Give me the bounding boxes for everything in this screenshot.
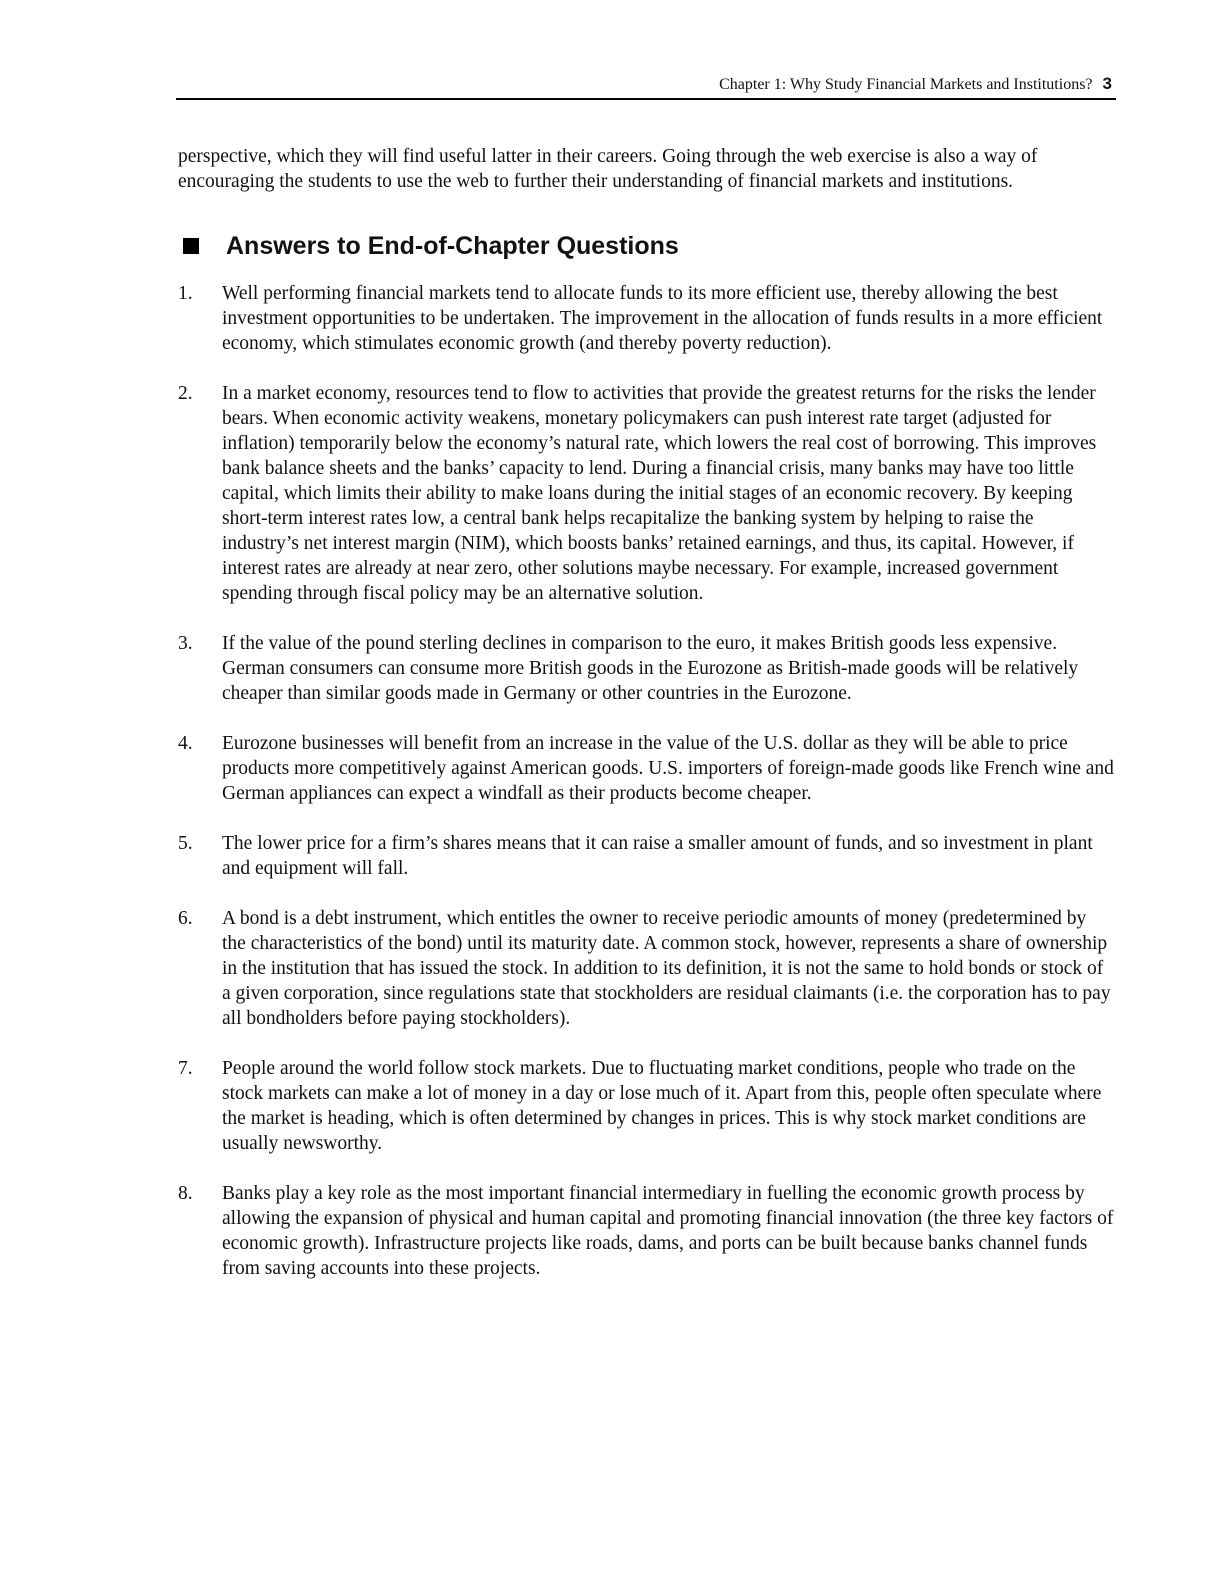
answer-text: The lower price for a firm’s shares means that it can raise a smaller amount of funds, and so investment in plant and equipment will fall.	[222, 833, 1093, 879]
answer-number: 5.	[178, 833, 193, 854]
answer-item	[178, 831, 1114, 881]
answer-text: Banks play a key role as the most important financial intermediary in fuelling the economic growth process by allowing the expansion of physical and human capital and promoting financial innovation (the three key factors of economic growth). Infrastructure projects like roads, dams, and ports can be built because banks channel funds from saving accounts into these projects.	[222, 1183, 1114, 1279]
answer-item	[178, 381, 1114, 606]
page-number: 3	[1102, 74, 1112, 93]
answer-number: 7.	[178, 1058, 193, 1079]
answer-text: People around the world follow stock markets. Due to fluctuating market conditions, people who trade on the stock markets can make a lot of money in a day or lose much of it. Apart from this, people often speculate where the market is heading, which is often determined by changes in prices. This is why stock market conditions are usually newsworthy.	[222, 1058, 1102, 1154]
answer-text: If the value of the pound sterling declines in comparison to the euro, it makes British goods less expensive. German consumers can consume more British goods in the Eurozone as British-made goods will be relatively cheaper than similar goods made in Germany or other countries in the Eurozone.	[222, 633, 1079, 704]
answer-number: 3.	[178, 633, 193, 654]
intro-paragraph: perspective, which they will find useful latter in their careers. Going through the web exercise is also a way of encouraging the students to use the web to further their understanding of financial markets and institutions.	[178, 146, 1038, 192]
answer-text: Eurozone businesses will benefit from an increase in the value of the U.S. dollar as they will be able to price products more competitively against American goods. U.S. importers of foreign-made goods like French wine and German appliances can expect a windfall as their products become cheaper.	[222, 733, 1114, 804]
chapter-title: Chapter 1: Why Study Financial Markets and Institutions?	[719, 76, 1093, 93]
answer-item	[178, 906, 1114, 1031]
answer-number: 4.	[178, 733, 193, 754]
answer-item	[178, 281, 1114, 356]
running-header	[176, 70, 1116, 100]
answer-text: A bond is a debt instrument, which entitles the owner to receive periodic amounts of money (predetermined by the characteristics of the bond) until its maturity date. A common stock, however, represents a share of ownership in the institution that has issued the stock. In addition to its definition, it is not the same to hold bonds or stock of a given corporation, since regulations state that stockholders are residual claimants (i.e. the corporation has to pay all bondholders before paying stockholders).	[222, 908, 1111, 1029]
square-bullet-icon	[183, 238, 199, 254]
answer-item	[178, 631, 1114, 706]
answer-number: 6.	[178, 908, 193, 929]
answer-item	[178, 1181, 1114, 1281]
answer-item	[178, 1056, 1114, 1156]
answer-number: 1.	[178, 283, 193, 304]
answer-item	[178, 731, 1114, 806]
section-heading	[178, 226, 1114, 266]
answer-number: 2.	[178, 383, 193, 404]
answers-list	[178, 281, 1114, 1306]
section-heading-text: Answers to End-of-Chapter Questions	[226, 231, 679, 260]
answer-text: In a market economy, resources tend to flow to activities that provide the greatest returns for the risks the lender bears. When economic activity weakens, monetary policymakers can push interest rate target (adjusted for inflation) temporarily below the economy’s natural rate, which lowers the real cost of borrowing. This improves bank balance sheets and the banks’ capacity to lend. During a financial crisis, many banks may have too little capital, which limits their ability to make loans during the initial stages of an economic recovery. By keeping short-term interest rates low, a central bank helps recapitalize the banking system by helping to raise the industry’s net interest margin (NIM), which boosts banks’ retained earnings, and thus, its capital. However, if interest rates are already at near zero, other solutions maybe necessary. For example, increased government spending through fiscal policy may be an alternative solution.	[222, 383, 1097, 604]
answer-number: 8.	[178, 1183, 193, 1204]
answer-text: Well performing financial markets tend to allocate funds to its more efficient use, thereby allowing the best investment opportunities to be undertaken. The improvement in the allocation of funds results in a more efficient economy, which stimulates economic growth (and thereby poverty reduction).	[222, 283, 1103, 354]
